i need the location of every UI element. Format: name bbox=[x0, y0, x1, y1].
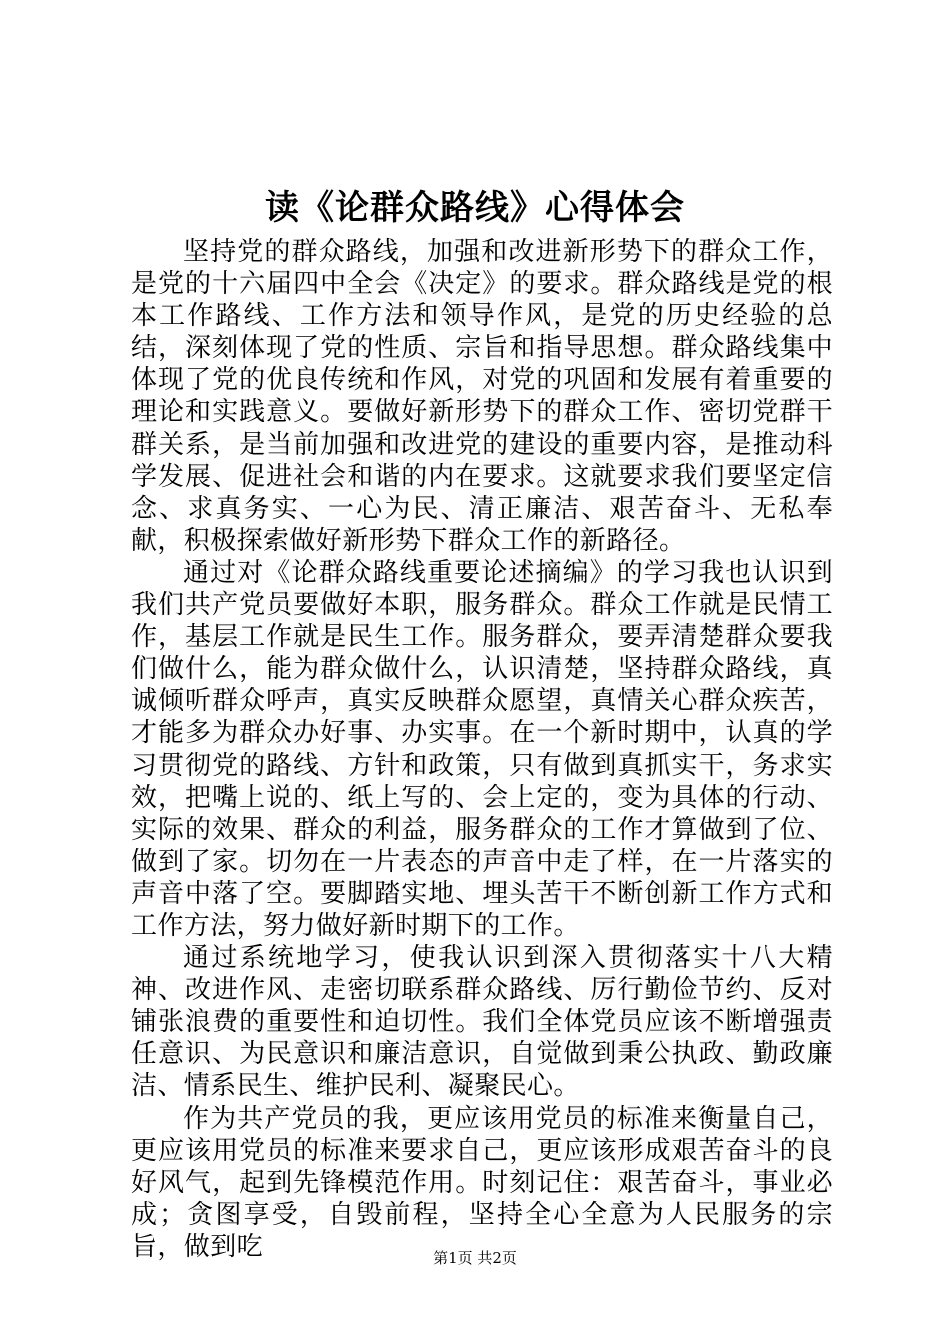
page-footer bbox=[0, 1248, 950, 1268]
paragraph-2: 通过对《论群众路线重要论述摘编》的学习我也认识到我们共产党员要做好本职，服务群众。群众工作就是民情工作，基层工作就是民生工作。服务群众，要弄清楚群众要我们做什么，能为群众做什么，认识清楚，坚持群众路线，真诚倾听群众呼声，真实反映群众愿望，真情关心群众疾苦，才能多为群众办好事、办实事。在一个新时期中，认真的学习贯彻党的路线、方针和政策，只有做到真抓实干，务求实效，把嘴上说的、纸上写的、会上定的，变为具体的行动、实际的效果、群众的利益，服务群众的工作才算做到了位、做到了家。切勿在一片表态的声音中走了样，在一片落实的声音中落了空。要脚踏实地、埋头苦干不断创新工作方式和工作方法，努力做好新时期下的工作。 bbox=[131, 557, 833, 941]
paragraph-3: 通过系统地学习，使我认识到深入贯彻落实十八大精神、改进作风、走密切联系群众路线、厉行勤俭节约、反对铺张浪费的重要性和迫切性。我们全体党员应该不断增强责任意识、为民意识和廉洁意识，自觉做到秉公执政、勤政廉洁、情系民生、维护民利、凝聚民心。 bbox=[131, 943, 833, 1102]
paragraph-1: 坚持党的群众路线，加强和改进新形势下的群众工作，是党的十六届四中全会《决定》的要求。群众路线是党的根本工作路线、工作方法和领导作风，是党的历史经验的总结，深刻体现了党的性质、宗旨和指导思想。群众路线集中体现了党的优良传统和作风，对党的巩固和发展有着重要的理论和实践意义。要做好新形势下的群众工作、密切党群干群关系，是当前加强和改进党的建设的重要内容，是推动科学发展、促进社会和谐的内在要求。这就要求我们要坚定信念、求真务实、一心为民、清正廉洁、艰苦奋斗、无私奉献，积极探索做好新形势下群众工作的新路径。 bbox=[131, 237, 833, 556]
page-number-label: 第1页 共2页 bbox=[433, 1249, 517, 1267]
document-body bbox=[131, 236, 833, 1263]
document-title: 读《论群众路线》心得体会 bbox=[265, 188, 685, 228]
paragraph-4: 作为共产党员的我，更应该用党员的标准来衡量自己，更应该用党员的标准来要求自己，更应该形成艰苦奋斗的良好风气，起到先锋模范作用。时刻记住：艰苦奋斗，事业必成；贪图享受，自毁前程，坚持全心全意为人民服务的宗旨，做到吃 bbox=[131, 1103, 833, 1262]
